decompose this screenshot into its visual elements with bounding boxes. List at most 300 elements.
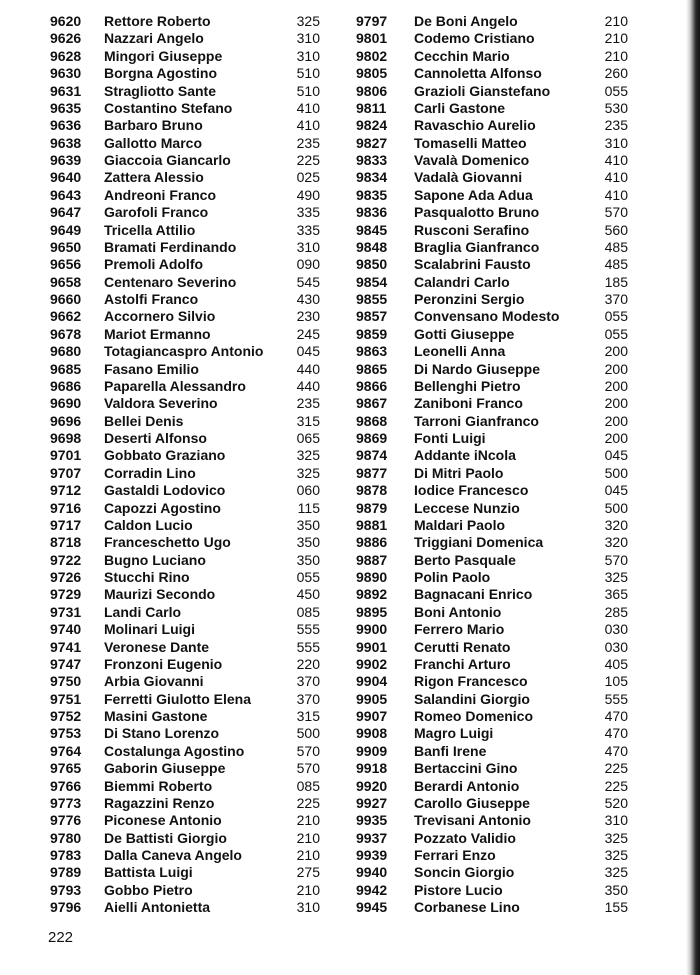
- entry-code: 9866: [356, 377, 388, 394]
- list-item: [50, 812, 330, 829]
- entry-name: Bellenghi Pietro: [414, 377, 521, 394]
- entry-value: 545: [296, 273, 320, 290]
- entry-code: 9740: [50, 621, 82, 638]
- entry-name: Ferretti Giulotto Elena: [104, 690, 252, 707]
- list-item: [50, 743, 330, 760]
- list-item: [356, 187, 628, 204]
- entry-name: Maldari Paolo: [414, 516, 506, 533]
- list-item: [356, 222, 628, 239]
- list-item: [356, 725, 628, 742]
- entry-code: 9796: [50, 899, 82, 916]
- entry-value: 350: [604, 881, 628, 898]
- entry-value: 310: [296, 238, 320, 255]
- entry-name: Fronzoni Eugenio: [104, 655, 223, 672]
- list-item: [50, 239, 330, 256]
- entry-name: Zaniboni Franco: [414, 395, 523, 412]
- list-item: [356, 500, 628, 517]
- entry-name: Romeo Domenico: [414, 708, 534, 724]
- entry-value: 485: [604, 238, 628, 255]
- entry-name: Rusconi Serafino: [414, 221, 530, 238]
- entry-name: Di Stano Lorenzo: [104, 725, 220, 742]
- list-item: [50, 326, 330, 343]
- list-item: [356, 708, 628, 725]
- entry-code: 9678: [50, 325, 82, 342]
- entry-name: Rettore Roberto: [104, 13, 211, 29]
- entry-code: 9650: [50, 238, 82, 255]
- list-item: [50, 13, 330, 30]
- entry-value: 310: [296, 899, 320, 916]
- list-item: [356, 361, 628, 378]
- entry-value: 370: [296, 690, 320, 707]
- entry-name: De Battisti Giorgio: [104, 829, 227, 846]
- entry-value: 470: [604, 725, 628, 742]
- entry-name: Accornero Silvio: [104, 308, 216, 325]
- entry-code: 9859: [356, 325, 388, 342]
- entry-code: 9729: [50, 586, 82, 603]
- entry-name: Sapone Ada Adua: [414, 186, 533, 203]
- entry-name: Deserti Alfonso: [104, 430, 207, 446]
- list-item: [50, 100, 330, 117]
- list-item: [50, 343, 330, 360]
- list-item: [356, 274, 628, 291]
- entry-value: 570: [296, 742, 320, 759]
- entry-code: 9877: [356, 464, 388, 481]
- entry-code: 9696: [50, 412, 82, 429]
- list-item: [356, 778, 628, 795]
- entry-name: Andreoni Franco: [104, 186, 217, 203]
- entry-name: Tricella Attilio: [104, 221, 196, 238]
- entry-value: 510: [296, 65, 320, 82]
- entry-name: Bramati Ferdinando: [104, 238, 237, 255]
- entry-code: 9874: [356, 447, 388, 464]
- entry-name: Dalla Caneva Angelo: [104, 847, 242, 863]
- entry-value: 370: [296, 673, 320, 690]
- entry-code: 9631: [50, 82, 82, 99]
- list-item: [356, 691, 628, 708]
- entry-value: 045: [604, 482, 628, 499]
- list-item: [356, 517, 628, 534]
- entry-code: 9939: [356, 847, 388, 863]
- entry-name: Grazioli Gianstefano: [414, 82, 551, 99]
- entry-name: Rigon Francesco: [414, 673, 528, 690]
- entry-code: 9780: [50, 829, 82, 846]
- entry-value: 440: [296, 360, 320, 377]
- list-item: [356, 882, 628, 899]
- entry-value: 325: [604, 864, 628, 881]
- entry-name: Mingori Giuseppe: [104, 47, 223, 64]
- entry-name: Gastaldi Lodovico: [104, 482, 226, 499]
- list-item: [356, 430, 628, 447]
- entry-name: Borgna Agostino: [104, 65, 218, 82]
- entry-code: 9942: [356, 881, 388, 898]
- list-item: [50, 760, 330, 777]
- entry-code: 9937: [356, 829, 388, 846]
- entry-value: 155: [604, 899, 628, 916]
- entry-value: 310: [296, 30, 320, 47]
- list-item: [50, 882, 330, 899]
- entry-value: 115: [297, 499, 320, 516]
- list-item: [356, 552, 628, 569]
- entry-value: 320: [604, 534, 628, 551]
- entry-value: 225: [604, 760, 628, 777]
- entry-code: 9717: [50, 516, 82, 533]
- entry-name: Franchi Arturo: [414, 655, 511, 672]
- list-item: [356, 534, 628, 551]
- entry-code: 9848: [356, 238, 388, 255]
- entry-value: 485: [604, 256, 628, 273]
- entry-name: Corbanese Lino: [414, 899, 520, 916]
- list-item: [356, 395, 628, 412]
- entry-name: Premoli Adolfo: [104, 256, 204, 273]
- entry-name: Bertaccini Gino: [414, 760, 518, 777]
- entry-value: 470: [604, 708, 628, 724]
- entry-name: Boni Antonio: [414, 603, 502, 620]
- entry-code: 9935: [356, 812, 388, 829]
- entry-value: 210: [296, 812, 320, 829]
- list-item: [50, 291, 330, 308]
- list-item: [356, 621, 628, 638]
- entry-code: 9773: [50, 794, 82, 811]
- entry-value: 450: [296, 586, 320, 603]
- list-item: [356, 465, 628, 482]
- entry-code: 9635: [50, 99, 82, 116]
- entry-value: 065: [296, 430, 320, 446]
- entry-code: 9834: [356, 169, 388, 186]
- list-item: [50, 569, 330, 586]
- entry-code: 9626: [50, 30, 82, 47]
- list-item: [356, 378, 628, 395]
- list-item: [356, 152, 628, 169]
- entry-code: 9747: [50, 655, 82, 672]
- entry-value: 225: [296, 794, 320, 811]
- entry-value: 260: [604, 65, 628, 82]
- list-item: [50, 430, 330, 447]
- entry-name: Aielli Antonietta: [104, 899, 211, 916]
- entry-code: 9660: [50, 291, 82, 307]
- entry-code: 9892: [356, 586, 388, 603]
- entry-value: 055: [604, 308, 628, 325]
- list-item: [50, 83, 330, 100]
- entry-code: 9854: [356, 273, 388, 290]
- entry-name: Giaccoia Giancarlo: [104, 152, 231, 168]
- entry-name: Ferrari Enzo: [414, 847, 496, 863]
- entry-code: 9690: [50, 395, 82, 412]
- entry-name: Iodice Francesco: [414, 482, 529, 499]
- entry-name: Bugno Luciano: [104, 551, 206, 568]
- list-item: [50, 413, 330, 430]
- entry-value: 410: [604, 152, 628, 168]
- entry-value: 350: [296, 534, 320, 551]
- entry-code: 9827: [356, 134, 388, 151]
- entry-value: 570: [604, 204, 628, 221]
- list-item: [356, 343, 628, 360]
- list-item: [356, 604, 628, 621]
- entry-code: 9850: [356, 256, 388, 273]
- entry-code: 9887: [356, 551, 388, 568]
- list-item: [356, 65, 628, 82]
- entry-value: 230: [296, 308, 320, 325]
- entry-name: Bagnacani Enrico: [414, 586, 533, 603]
- entry-code: 9752: [50, 708, 82, 724]
- entry-code: 9833: [356, 152, 388, 168]
- entry-value: 310: [604, 134, 628, 151]
- list-item: [50, 621, 330, 638]
- entry-code: 9685: [50, 360, 82, 377]
- entry-value: 520: [604, 794, 628, 811]
- entry-name: Biemmi Roberto: [104, 777, 213, 794]
- entry-code: 9716: [50, 499, 82, 516]
- entry-value: 500: [604, 499, 628, 516]
- entry-code: 9750: [50, 673, 82, 690]
- list-item: [50, 586, 330, 603]
- entry-value: 325: [604, 847, 628, 863]
- entry-code: 9741: [50, 638, 82, 655]
- entry-value: 555: [296, 638, 320, 655]
- list-item: [50, 378, 330, 395]
- entry-value: 210: [296, 847, 320, 863]
- entry-name: Fonti Luigi: [414, 430, 486, 446]
- list-item: [356, 83, 628, 100]
- entry-code: 9920: [356, 777, 388, 794]
- entry-value: 285: [604, 603, 628, 620]
- entry-code: 9945: [356, 899, 388, 916]
- list-item: [50, 135, 330, 152]
- list-item: [50, 482, 330, 499]
- entry-name: Capozzi Agostino: [104, 499, 221, 516]
- entry-name: Addante iNcola: [414, 447, 516, 464]
- entry-code: 9643: [50, 186, 82, 203]
- entry-name: Carli Gastone: [414, 99, 506, 116]
- entry-name: Battista Luigi: [104, 864, 193, 881]
- entry-code: 9867: [356, 395, 388, 412]
- list-item: [50, 361, 330, 378]
- entry-code: 9731: [50, 603, 82, 620]
- entry-value: 055: [604, 82, 628, 99]
- entry-code: 9836: [356, 204, 388, 221]
- entry-name: Pistore Lucio: [414, 881, 503, 898]
- entry-value: 310: [296, 47, 320, 64]
- entry-code: 9726: [50, 569, 82, 585]
- entry-name: Totagiancaspro Antonio: [104, 343, 264, 360]
- entry-name: Leonelli Anna: [414, 343, 506, 360]
- entry-name: Barbaro Bruno: [104, 117, 203, 134]
- list-item: [356, 204, 628, 221]
- entry-code: 9764: [50, 742, 82, 759]
- entry-code: 9901: [356, 638, 388, 655]
- entry-name: Ravaschio Aurelio: [414, 117, 536, 134]
- entry-value: 570: [296, 760, 320, 777]
- entry-code: 9630: [50, 65, 82, 82]
- list-item: [356, 569, 628, 586]
- entry-name: Peronzini Sergio: [414, 291, 525, 307]
- list-item: [356, 239, 628, 256]
- entry-code: 9902: [356, 655, 388, 672]
- entry-value: 325: [296, 13, 320, 29]
- entry-value: 325: [604, 569, 628, 585]
- entry-value: 085: [296, 777, 320, 794]
- entry-code: 9722: [50, 551, 82, 568]
- list-item: [50, 639, 330, 656]
- entry-code: 9686: [50, 377, 82, 394]
- entry-value: 245: [296, 325, 320, 342]
- list-item: [356, 743, 628, 760]
- entry-name: Garofoli Franco: [104, 204, 209, 221]
- list-item: [50, 725, 330, 742]
- entry-name: Costantino Stefano: [104, 99, 233, 116]
- entry-code: 9900: [356, 621, 388, 638]
- entry-code: 9707: [50, 464, 82, 481]
- entry-name: Leccese Nunzio: [414, 499, 520, 516]
- list-item: [356, 169, 628, 186]
- entry-code: 9863: [356, 343, 388, 360]
- entry-value: 410: [604, 169, 628, 186]
- entry-value: 055: [604, 325, 628, 342]
- entry-value: 335: [296, 221, 320, 238]
- entry-value: 350: [296, 516, 320, 533]
- entry-name: Tarroni Gianfranco: [414, 412, 539, 429]
- page-number: 222: [48, 929, 74, 946]
- entry-code: 9865: [356, 360, 388, 377]
- page-edge-shadow: [686, 0, 700, 975]
- list-item: [50, 847, 330, 864]
- entry-name: Costalunga Agostino: [104, 742, 245, 759]
- entry-code: 9890: [356, 569, 388, 585]
- list-item: [50, 552, 330, 569]
- list-item: [50, 256, 330, 273]
- entry-name: Pasqualotto Bruno: [414, 204, 540, 221]
- entry-name: Banfi Irene: [414, 742, 487, 759]
- list-item: [356, 256, 628, 273]
- entry-name: Carollo Giuseppe: [414, 794, 530, 811]
- entry-value: 410: [296, 99, 320, 116]
- list-item: [50, 222, 330, 239]
- entry-name: Gobbato Graziano: [104, 447, 226, 464]
- entry-name: Di Mitri Paolo: [414, 464, 504, 481]
- list-item: [50, 48, 330, 65]
- list-item: [50, 187, 330, 204]
- list-item: [50, 795, 330, 812]
- entry-code: 9776: [50, 812, 82, 829]
- entry-name: Astolfi Franco: [104, 291, 199, 307]
- entry-value: 405: [604, 655, 628, 672]
- entry-code: 9904: [356, 673, 388, 690]
- left-column: [50, 13, 330, 917]
- entry-name: Vavalà Domenico: [414, 152, 530, 168]
- entry-name: Cerutti Renato: [414, 638, 511, 655]
- list-item: [50, 708, 330, 725]
- entry-value: 235: [604, 117, 628, 134]
- entry-name: Corradin Lino: [104, 464, 196, 481]
- entry-code: 9811: [356, 99, 387, 116]
- entry-code: 9797: [356, 13, 388, 29]
- entry-code: 9868: [356, 412, 388, 429]
- entry-name: Bellei Denis: [104, 412, 184, 429]
- entry-name: Mariot Ermanno: [104, 325, 211, 342]
- entry-name: Molinari Luigi: [104, 621, 195, 638]
- list-item: [356, 586, 628, 603]
- entry-name: Vadalà Giovanni: [414, 169, 523, 186]
- entry-code: 9909: [356, 742, 388, 759]
- entry-name: Pozzato Validio: [414, 829, 516, 846]
- entry-value: 045: [296, 343, 320, 360]
- entry-name: Gotti Giuseppe: [414, 325, 515, 342]
- entry-value: 335: [296, 204, 320, 221]
- entry-value: 225: [296, 152, 320, 168]
- entry-value: 200: [604, 412, 628, 429]
- entry-value: 045: [604, 447, 628, 464]
- entry-value: 210: [296, 829, 320, 846]
- right-column: [356, 13, 628, 917]
- entry-name: Veronese Dante: [104, 638, 210, 655]
- entry-value: 570: [604, 551, 628, 568]
- entry-code: 9908: [356, 725, 388, 742]
- list-item: [50, 778, 330, 795]
- entry-value: 200: [604, 377, 628, 394]
- list-item: [50, 30, 330, 47]
- entry-value: 555: [604, 690, 628, 707]
- entry-code: 9701: [50, 447, 82, 464]
- entry-code: 9649: [50, 221, 82, 238]
- list-item: [50, 117, 330, 134]
- entry-code: 9857: [356, 308, 388, 325]
- entry-value: 530: [604, 99, 628, 116]
- entry-code: 9805: [356, 65, 388, 82]
- entry-code: 9801: [356, 30, 388, 47]
- entry-value: 325: [296, 464, 320, 481]
- list-item: [356, 447, 628, 464]
- entry-code: 9855: [356, 291, 388, 307]
- entry-name: Zattera Alessio: [104, 169, 204, 186]
- entry-value: 365: [604, 586, 628, 603]
- list-item: [356, 864, 628, 881]
- entry-value: 030: [604, 621, 628, 638]
- entry-name: Scalabrini Fausto: [414, 256, 531, 273]
- entry-name: Gallotto Marco: [104, 134, 203, 151]
- entry-value: 350: [296, 551, 320, 568]
- list-item: [356, 30, 628, 47]
- entry-code: 9751: [50, 690, 82, 707]
- list-item: [356, 760, 628, 777]
- entry-code: 9620: [50, 13, 82, 29]
- list-item: [50, 691, 330, 708]
- list-item: [356, 673, 628, 690]
- entry-value: 105: [604, 673, 628, 690]
- entry-value: 440: [296, 377, 320, 394]
- list-item: [50, 308, 330, 325]
- list-item: [50, 656, 330, 673]
- entry-name: Landi Carlo: [104, 603, 182, 620]
- entry-name: Di Nardo Giuseppe: [414, 360, 541, 377]
- list-item: [356, 847, 628, 864]
- list-item: [50, 517, 330, 534]
- entry-name: Soncin Giorgio: [414, 864, 515, 881]
- entry-name: Gobbo Pietro: [104, 881, 193, 898]
- list-item: [356, 135, 628, 152]
- entry-code: 9802: [356, 47, 388, 64]
- entry-name: Nazzari Angelo: [104, 30, 204, 47]
- entry-value: 325: [296, 447, 320, 464]
- entry-code: 9886: [356, 534, 388, 551]
- entry-name: Ragazzini Renzo: [104, 794, 215, 811]
- list-item: [356, 117, 628, 134]
- entry-value: 490: [296, 186, 320, 203]
- list-item: [50, 534, 330, 551]
- entry-name: Gaborin Giuseppe: [104, 760, 226, 777]
- entry-value: 200: [604, 430, 628, 446]
- entry-value: 325: [604, 829, 628, 846]
- list-item: [50, 447, 330, 464]
- list-item: [356, 656, 628, 673]
